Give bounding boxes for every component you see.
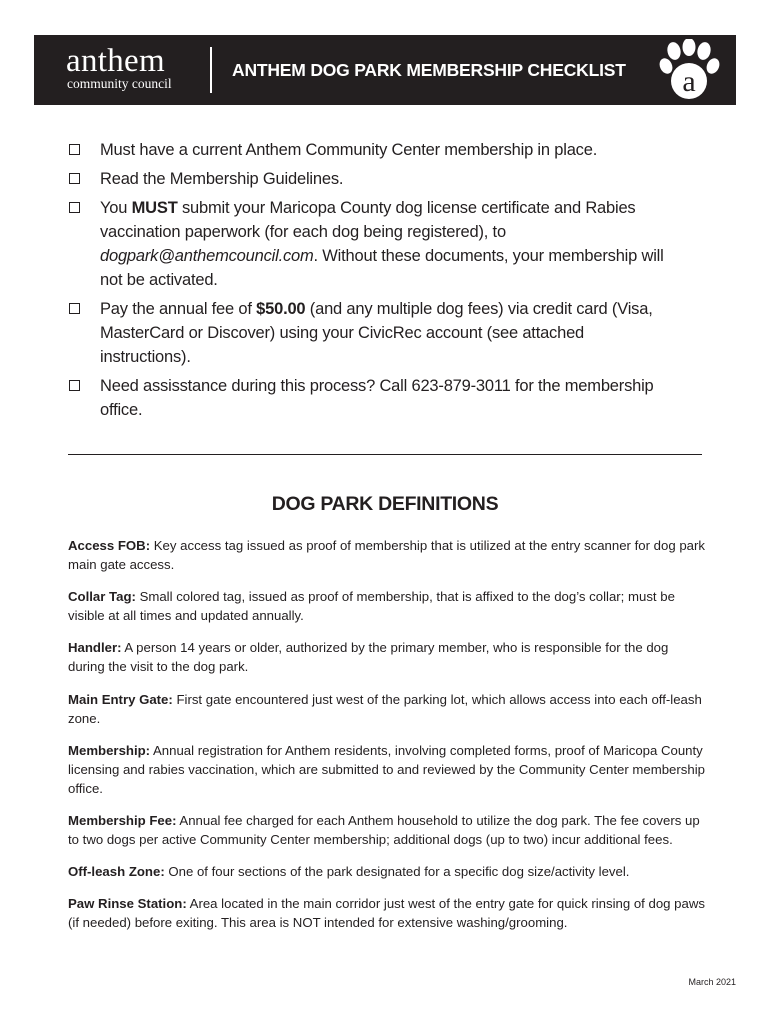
definitions-heading: DOG PARK DEFINITIONS <box>271 493 499 515</box>
checkbox[interactable] <box>69 380 80 391</box>
definition-text: Key access tag issued as proof of membership that is utilized at the entry scanner for dog park main gate access. <box>68 538 705 572</box>
checklist <box>68 138 678 427</box>
definition-text: Area located in the main corridor just west of the entry gate for quick rinsing of dog paws (if needed) before exiting. This area is NOT intended for extensive washing/grooming. <box>68 896 705 931</box>
definition-item <box>68 638 708 676</box>
checklist-item <box>68 167 678 191</box>
emphasis-must: MUST <box>131 199 178 217</box>
header-banner <box>34 35 736 105</box>
checklist-item <box>68 297 678 369</box>
definition-item <box>68 587 708 625</box>
definition-text: One of four sections of the park designated for a specific dog size/activity level. <box>164 864 630 880</box>
fee-amount: $50.00 <box>256 300 306 318</box>
checkbox[interactable] <box>69 173 80 184</box>
checklist-item-text: . Without these documents, your membership will not be activated. <box>100 247 664 289</box>
definition-term: Off-leash Zone: <box>68 864 165 880</box>
definition-item <box>68 741 708 798</box>
definition-text: Annual registration for Anthem residents, involving completed forms, proof of Maricopa County licensing and rabies vaccination, which are submitted to and reviewed by the Community Center membership office. <box>68 742 705 796</box>
checklist-item-text: Pay the annual fee of <box>100 300 257 318</box>
definition-term: Access FOB: <box>68 538 151 553</box>
definition-term: Paw Rinse Station: <box>68 896 187 912</box>
definition-term: Membership Fee: <box>68 812 177 828</box>
email-link[interactable]: dogpark@anthemcouncil.com <box>100 247 314 265</box>
definition-item <box>68 690 708 728</box>
logo-wordmark: anthem <box>66 43 165 79</box>
checklist-item-text: You <box>100 199 132 217</box>
checklist-item <box>68 138 678 162</box>
definition-term: Main Entry Gate: <box>68 691 173 707</box>
page-title: ANTHEM DOG PARK MEMBERSHIP CHECKLIST <box>232 60 626 80</box>
checklist-item <box>68 196 678 292</box>
checklist-item <box>68 374 678 422</box>
badge-letter: a <box>682 65 696 98</box>
section-divider <box>68 454 702 455</box>
definition-text: A person 14 years or older, authorized by the primary member, who is responsible for the dog during the visit to the dog park. <box>68 640 669 675</box>
definition-item <box>68 536 708 574</box>
definition-term: Membership: <box>68 742 151 758</box>
footer-date: March 2021 <box>688 977 736 987</box>
checklist-item-text: (and any multiple dog fees) via credit card (Visa, MasterCard or Discover) using your CivicRec account (see attached instructions). <box>100 300 653 366</box>
definition-item <box>68 894 708 932</box>
checklist-item-text: Must have a current Anthem Community Center membership in place. <box>100 141 598 159</box>
checklist-item-text: submit your Maricopa County dog license certificate and Rabies vaccination paperwork (for each dog being registered), to <box>100 199 636 241</box>
definition-text: Small colored tag, issued as proof of membership, that is affixed to the dog’s collar; must be visible at all times and updated annually. <box>68 589 675 624</box>
definition-term: Handler: <box>68 640 122 656</box>
logo-subtitle: community council <box>67 76 172 91</box>
checklist-item-text: Read the Membership Guidelines. <box>100 170 344 188</box>
definition-text: First gate encountered just west of the parking lot, which allows access into each off-leash zone. <box>68 691 702 726</box>
definition-item <box>68 862 708 881</box>
checkbox[interactable] <box>69 144 80 155</box>
definitions-list <box>68 536 708 944</box>
checklist-item-text: Need assisstance during this process? Call 623-879-3011 for the membership office. <box>100 377 654 419</box>
header-divider <box>210 47 212 93</box>
checkbox[interactable] <box>69 303 80 314</box>
definition-text: Annual fee charged for each Anthem household to utilize the dog park. The fee covers up to two dogs per active Community Center membership; additional dogs (up to two) incur additional fees. <box>68 812 700 847</box>
definition-term: Collar Tag: <box>68 589 136 605</box>
definition-item <box>68 811 708 849</box>
checkbox[interactable] <box>69 202 80 213</box>
paw-logo-icon <box>658 39 722 101</box>
